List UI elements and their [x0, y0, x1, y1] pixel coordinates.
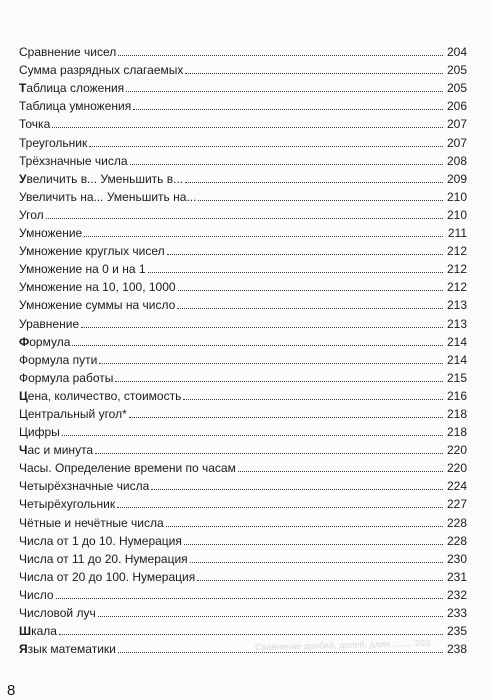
dot-leader	[59, 634, 443, 635]
toc-entry-page: 220	[446, 461, 467, 476]
toc-entry-text: Четырёхзначные числа	[19, 479, 150, 494]
toc-entry-page: 214	[446, 352, 467, 367]
toc-entry	[19, 204, 467, 222]
toc-entry	[19, 367, 467, 385]
dot-leader	[81, 327, 443, 328]
dot-leader	[178, 290, 443, 291]
toc-entry	[19, 457, 467, 475]
toc-entry-text: Умножение круглых чисел	[19, 244, 165, 259]
toc-entry	[19, 95, 467, 113]
toc-entry-text: Число	[19, 587, 54, 602]
toc-entry-title	[19, 226, 82, 240]
toc-entry-text: зык математики	[27, 642, 116, 657]
page-number: 8	[7, 682, 16, 699]
toc-entry-text: Умножение на 10, 100, 1000	[19, 280, 176, 295]
toc-entry-page: 238	[446, 642, 467, 657]
toc-entry	[19, 276, 467, 294]
toc-entry-text: Умножение на 0 и на 1	[19, 262, 146, 277]
dot-leader	[151, 489, 443, 490]
dot-leader	[118, 55, 443, 56]
toc-entry	[19, 511, 467, 529]
toc-entry-text: ормула	[29, 334, 71, 349]
toc-entry-text: Точка	[19, 117, 51, 132]
toc-entry-page: 235	[446, 624, 467, 639]
toc-entry	[19, 240, 467, 258]
toc-entry-title	[19, 389, 181, 403]
dot-leader	[133, 109, 443, 110]
toc-entry-text: Числа от 1 до 10. Нумерация	[19, 533, 182, 548]
toc-entry-text: ена, количество, стоимость	[27, 388, 182, 403]
toc-entry	[19, 77, 467, 95]
toc-entry-title	[19, 317, 79, 331]
toc-entry-page: 204	[446, 45, 467, 60]
toc-entry-page: 205	[446, 81, 467, 96]
toc-entry-text: Сравнение чисел	[19, 45, 117, 60]
toc-entry-initial: Я	[19, 642, 28, 657]
toc-entry-page: 232	[446, 587, 467, 602]
toc-entry-title	[19, 154, 128, 168]
toc-entry-text: ас и минута	[27, 443, 94, 458]
toc-entry-text: Чётные и нечётные числа	[19, 515, 164, 530]
toc-entry-page: 212	[446, 244, 467, 259]
toc-entry-initial: Ц	[19, 388, 28, 403]
toc-entry-text: Часы. Определение времени по часам	[19, 461, 236, 476]
toc-entry-title	[19, 570, 195, 584]
dot-leader	[190, 562, 443, 563]
toc-entry	[19, 258, 467, 276]
toc-entry-page: 228	[446, 533, 467, 548]
toc-entry-page: 227	[446, 497, 467, 512]
toc-entry	[19, 548, 467, 566]
toc-entry-initial: У	[19, 171, 27, 186]
toc-entry	[19, 421, 467, 439]
toc-entry-title	[19, 552, 188, 566]
dot-leader	[238, 471, 443, 472]
toc-entry-page: 228	[446, 515, 467, 530]
toc-entry-text: Увеличить на... Уменьшить на...	[19, 189, 197, 204]
toc-entry	[19, 349, 467, 367]
toc-entry-text: Формула пути	[19, 352, 98, 367]
toc-entry-page: 207	[446, 135, 467, 150]
toc-entry-title	[19, 534, 182, 548]
dot-leader	[118, 652, 443, 653]
toc-entry	[19, 168, 467, 186]
toc-entry	[19, 131, 467, 149]
toc-entry-text: Таблица умножения	[19, 99, 132, 114]
toc-entry-text: Формула работы	[19, 370, 114, 385]
dot-leader	[167, 254, 443, 255]
toc-entry	[19, 385, 467, 403]
toc-entry	[19, 222, 467, 240]
toc-entry-initial: Т	[19, 81, 27, 96]
toc-entry	[19, 294, 467, 312]
toc-entry-title	[19, 497, 115, 511]
toc-entry-page: 220	[446, 443, 467, 458]
toc-entry-page: 224	[446, 479, 467, 494]
toc-entry	[19, 186, 467, 204]
toc-entry-page: 212	[446, 280, 467, 295]
toc-entry-initial: Ф	[19, 334, 30, 349]
dot-leader	[129, 417, 443, 418]
toc-entry-page: 209	[446, 171, 467, 186]
dot-leader	[99, 363, 443, 364]
toc-entry-title	[19, 136, 87, 150]
toc-entry	[19, 566, 467, 584]
dot-leader	[72, 345, 443, 346]
dot-leader	[126, 91, 443, 92]
dot-leader	[62, 435, 443, 436]
toc-entry	[19, 41, 467, 59]
toc-entry-title	[19, 45, 116, 59]
toc-entry-text: Числа от 11 до 20. Нумерация	[19, 551, 188, 566]
toc-entry	[19, 113, 467, 131]
toc-entry-title	[19, 479, 149, 493]
toc-entry-title	[19, 516, 164, 530]
toc-entry-title	[19, 208, 44, 222]
toc-entry-page: 231	[446, 569, 467, 584]
toc-entry-text: Умножение суммы на число	[19, 298, 176, 313]
toc-entry	[19, 150, 467, 168]
toc-entry-page: 233	[446, 606, 467, 620]
toc-entry-title	[19, 81, 124, 95]
toc-entry-page: 210	[446, 189, 467, 204]
toc-entry	[19, 331, 467, 349]
toc-entry-page: 212	[446, 262, 467, 277]
table-of-contents	[19, 41, 467, 656]
toc-entry-text: Уравнение	[19, 316, 80, 331]
toc-entry-page: 210	[446, 207, 467, 222]
dot-leader	[183, 399, 443, 400]
toc-entry	[19, 403, 467, 421]
toc-entry	[19, 439, 467, 457]
toc-entry-page: 215	[446, 370, 467, 385]
toc-entry	[19, 638, 467, 656]
toc-entry-text: кала	[31, 624, 57, 639]
toc-entry-text: Сумма разрядных слагаемых	[19, 63, 184, 78]
toc-entry-page: 206	[446, 99, 467, 114]
toc-entry	[19, 493, 467, 511]
toc-entry	[19, 475, 467, 493]
toc-entry	[19, 530, 467, 548]
toc-entry-text: Центральный угол*	[19, 406, 127, 421]
dot-leader	[177, 308, 443, 309]
dot-leader	[117, 507, 443, 508]
toc-entry-title	[19, 461, 236, 475]
toc-entry-page: 230	[446, 551, 467, 566]
toc-entry-title	[19, 117, 50, 131]
toc-entry-page: 218	[446, 425, 467, 440]
dot-leader	[52, 127, 443, 128]
dot-leader	[89, 146, 443, 147]
toc-entry-page: 213	[446, 316, 467, 331]
toc-entry-title	[19, 190, 196, 204]
toc-entry-text: Числовой луч	[19, 606, 96, 620]
toc-entry-title	[19, 280, 176, 294]
dot-leader	[166, 526, 443, 527]
toc-entry-title	[19, 371, 113, 385]
toc-entry-initial: Ш	[19, 624, 32, 639]
toc-entry-page: 218	[446, 406, 467, 421]
dot-leader	[115, 381, 443, 382]
toc-entry-title	[19, 624, 57, 638]
dot-leader	[198, 200, 443, 201]
toc-entry	[19, 602, 467, 620]
toc-entry-title	[19, 425, 60, 439]
toc-entry-page: 214	[446, 334, 467, 349]
toc-entry-page: 213	[446, 298, 467, 313]
toc-entry-text: Умножение	[19, 226, 83, 241]
toc-entry-title	[19, 262, 146, 276]
toc-entry-text: величить в... Уменьшить в...	[26, 171, 184, 186]
dot-leader	[148, 272, 443, 273]
toc-entry	[19, 59, 467, 77]
toc-entry	[19, 312, 467, 330]
dot-leader	[46, 218, 443, 219]
dot-leader	[185, 182, 443, 183]
toc-entry-title	[19, 298, 175, 312]
toc-entry-title	[19, 588, 54, 602]
dot-leader	[84, 236, 443, 237]
toc-entry-title	[19, 99, 131, 113]
toc-entry-page: 216	[446, 388, 467, 403]
toc-entry-title	[19, 244, 165, 258]
toc-entry-text: Цифры	[19, 425, 60, 440]
toc-entry-page: 205	[446, 63, 467, 78]
toc-entry-text: Числа от 20 до 100. Нумерация	[19, 569, 196, 584]
toc-entry-text: Трёхзначные числа	[19, 153, 128, 168]
toc-entry-title	[19, 606, 96, 620]
dot-leader	[95, 453, 443, 454]
toc-entry-page: 208	[446, 153, 467, 168]
toc-entry-title	[19, 443, 93, 457]
dot-leader	[56, 598, 443, 599]
dot-leader	[185, 73, 443, 74]
dot-leader	[130, 164, 443, 165]
toc-entry-title	[19, 172, 183, 186]
toc-entry-title	[19, 353, 97, 367]
toc-entry-title	[19, 63, 183, 77]
toc-entry-title	[19, 407, 127, 421]
toc-entry-page: 211	[447, 226, 467, 241]
toc-entry-page: 207	[446, 117, 467, 132]
bleed-through-text: Сравнение дробей, долей, длин ........ 203	[254, 637, 431, 653]
dot-leader	[98, 616, 443, 617]
toc-entry	[19, 584, 467, 602]
toc-entry-text: аблица сложения	[26, 81, 125, 96]
toc-entry-text: Угол	[19, 207, 44, 222]
toc-entry-text: Треугольник	[19, 135, 88, 150]
toc-entry-title	[19, 642, 116, 656]
dot-leader	[184, 544, 443, 545]
dot-leader	[197, 580, 443, 581]
toc-entry-text: Четырёхугольник	[19, 497, 116, 512]
toc-entry-initial: Ч	[19, 443, 28, 458]
toc-entry-title	[19, 335, 70, 349]
toc-entry	[19, 620, 467, 638]
